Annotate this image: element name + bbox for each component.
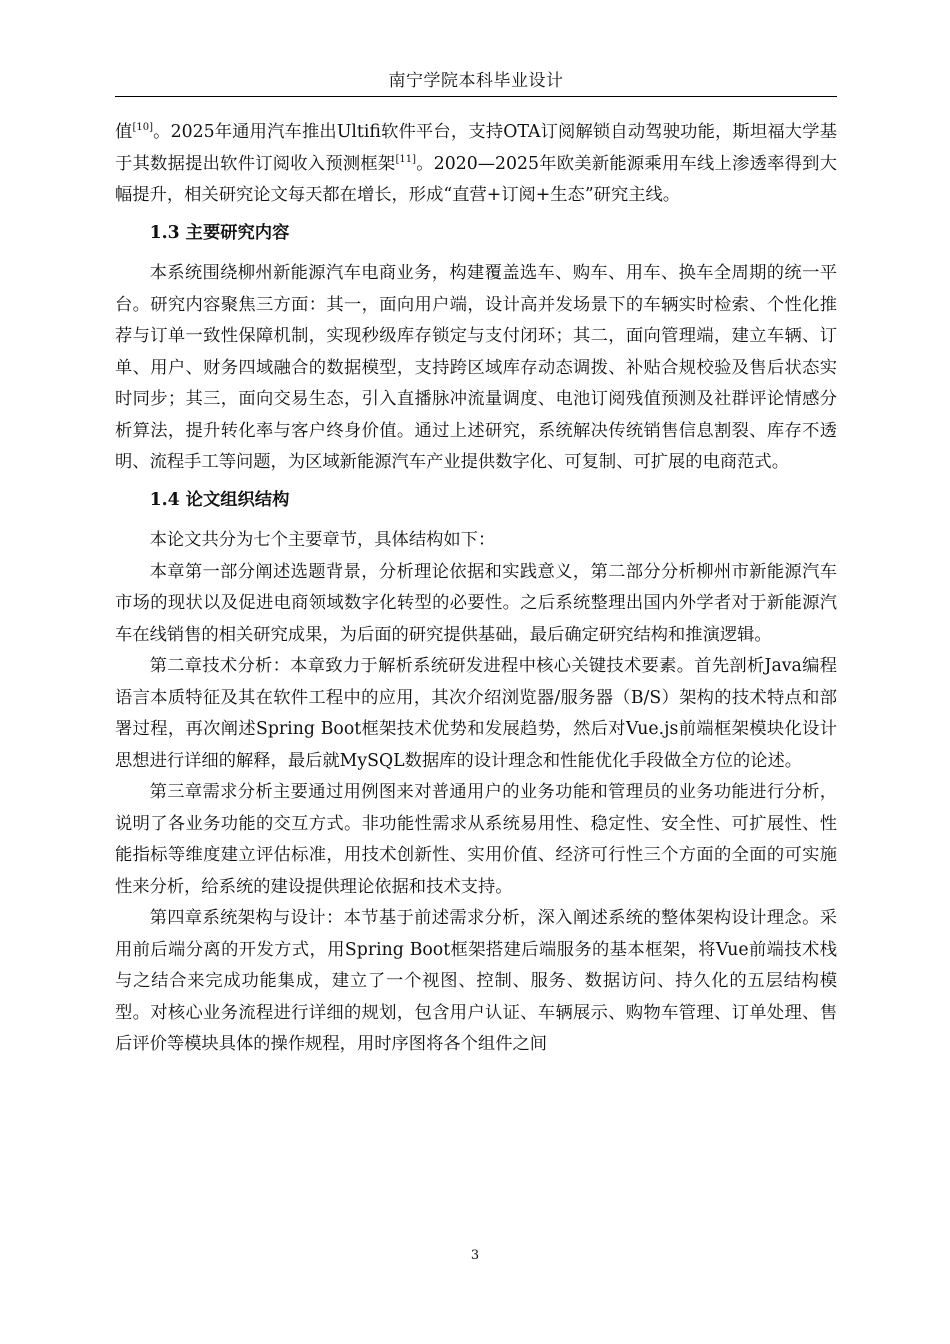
paragraph-text: 。2025年通用汽车推出Ultifi软件平台，支持OTA订阅解锁自动驾驶功能，斯坦福大学基于其数据提出软件订阅收入预测框架 bbox=[115, 122, 837, 174]
paragraph-structure-intro: 本论文共分为七个主要章节，具体结构如下： bbox=[149, 530, 496, 550]
paragraph-text: 值 bbox=[115, 122, 133, 142]
paragraph-continuation bbox=[115, 117, 837, 212]
citation-ref: [11] bbox=[395, 153, 416, 165]
paragraph-chapter-2: 第二章技术分析：本章致力于解析系统研发进程中核心关键技术要素。首先剖析Java编程语言本质特征及其在软件工程中的应用，其次介绍浏览器/服务器（B/S）架构的技术特点和部署过程，再次阐述Spring Boot框架技术优势和发展趋势，然后对Vue.js前端框架模块化设计思想进行详细的解释，最后就MySQL数据库的设计理念和性能优化手段做全方位的论述。 bbox=[115, 656, 837, 771]
page-header: 南宁学院本科毕业设计 bbox=[115, 66, 837, 97]
paragraph-text: 。2020—2025年欧美新能源乘用车线上渗透率得到大幅提升，相关研究论文每天都在增长，形成“直营+订阅+生态”研究主线。 bbox=[115, 153, 837, 205]
page-number: 3 bbox=[470, 1248, 480, 1263]
section-heading-1-4: 1.4 论文组织结构 bbox=[149, 489, 290, 510]
paragraph-research-content: 本系统围绕柳州新能源汽车电商业务，构建覆盖选车、购车、用车、换车全周期的统一平台。研究内容聚焦三方面：其一，面向用户端，设计高并发场景下的车辆实时检索、个性化推荐与订单一致性保障机制，实现秒级库存锁定与支付闭环；其二，面向管理端，建立车辆、订单、用户、财务四域融合的数据模型，支持跨区域库存动态调拨、补贴合规校验及售后状态实时同步；其三，面向交易生态，引入直播脉冲流量调度、电池订阅残值预测及社群评论情感分析算法，提升转化率与客户终身价值。通过上述研究，系统解决传统销售信息割裂、库存不透明、流程手工等问题，为区域新能源汽车产业提供数字化、可复制、可扩展的电商范式。 bbox=[115, 263, 837, 472]
paragraph-chapter-1: 本章第一部分阐述选题背景，分析理论依据和实践意义，第二部分分析柳州市新能源汽车市场的现状以及促进电商领域数字化转型的必要性。之后系统整理出国内外学者对于新能源汽车在线销售的相关研究成果，为后面的研究提供基础，最后确定研究结构和推演逻辑。 bbox=[115, 561, 837, 645]
paragraph-chapter-4: 第四章系统架构与设计：本节基于前述需求分析，深入阐述系统的整体架构设计理念。采用前后端分离的开发方式，用Spring Boot框架搭建后端服务的基本框架，将Vue前端技术栈与之结合来完成功能集成，建立了一个视图、控制、服务、数据访问、持久化的五层结构模型。对核心业务流程进行详细的规划，包含用户认证、车辆展示、购物车管理、订单处理、售后评价等模块具体的操作规程，用时序图将各个组件之间 bbox=[115, 908, 837, 1054]
section-heading-1-3: 1.3 主要研究内容 bbox=[149, 222, 290, 243]
paragraph-chapter-3: 第三章需求分析主要通过用例图来对普通用户的业务功能和管理员的业务功能进行分析，说明了各业务功能的交互方式。非功能性需求从系统易用性、稳定性、安全性、可扩展性、性能指标等维度建立评估标准，用技术创新性、实用价值、经济可行性三个方面的全面的可实施性来分析，给系统的建设提供理论依据和技术支持。 bbox=[115, 782, 837, 897]
document-body bbox=[115, 117, 837, 1061]
citation-ref: [10] bbox=[132, 122, 153, 134]
